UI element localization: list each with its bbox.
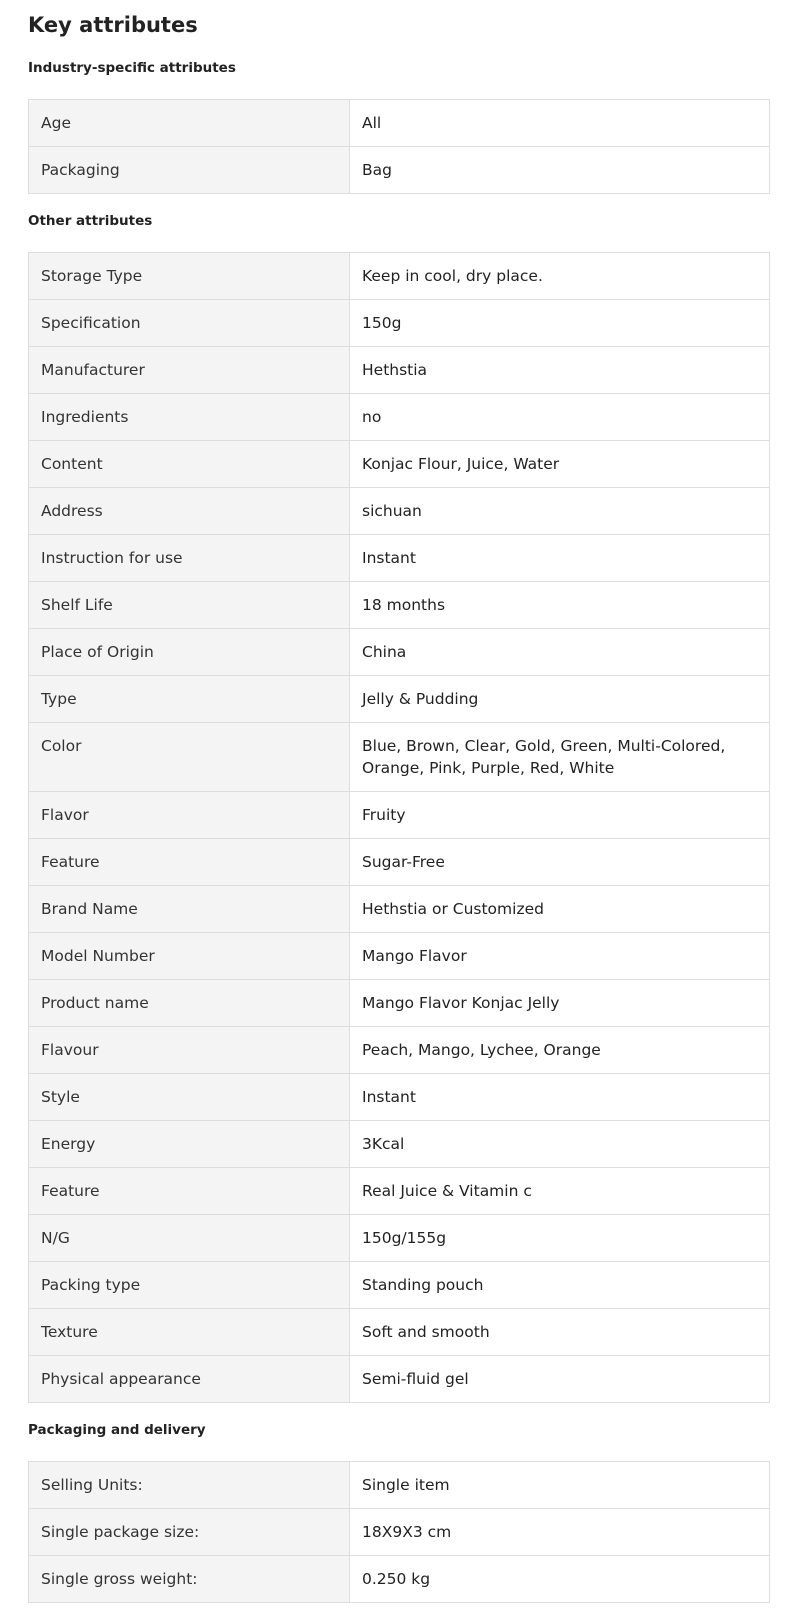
- attribute-name: Ingredients: [29, 394, 350, 441]
- attribute-value: Soft and smooth: [350, 1309, 770, 1356]
- attribute-name: Packaging: [29, 147, 350, 194]
- table-row: [29, 1262, 770, 1309]
- attribute-value: Single item: [350, 1462, 770, 1509]
- attribute-name: Feature: [29, 839, 350, 886]
- attribute-value: Mango Flavor: [350, 933, 770, 980]
- table-row: [29, 1462, 770, 1509]
- attribute-name: Storage Type: [29, 253, 350, 300]
- table-body: [29, 100, 770, 194]
- other-attributes-table: [28, 252, 770, 1403]
- table-row: [29, 1121, 770, 1168]
- attribute-name: Feature: [29, 1168, 350, 1215]
- packaging-delivery-table: [28, 1461, 770, 1603]
- attribute-value: Keep in cool, dry place.: [350, 253, 770, 300]
- attribute-value: 150g: [350, 300, 770, 347]
- table-row: [29, 441, 770, 488]
- section-title-industry-specific: Industry-specific attributes: [28, 60, 236, 76]
- attribute-name: Energy: [29, 1121, 350, 1168]
- table-body: [29, 1462, 770, 1603]
- table-row: [29, 253, 770, 300]
- attribute-name: Single package size:: [29, 1509, 350, 1556]
- attribute-value: Instant: [350, 535, 770, 582]
- table-row: [29, 792, 770, 839]
- attribute-value: Standing pouch: [350, 1262, 770, 1309]
- table-row: [29, 1027, 770, 1074]
- attribute-value: no: [350, 394, 770, 441]
- attribute-value: Jelly & Pudding: [350, 676, 770, 723]
- table-row: [29, 980, 770, 1027]
- table-row: [29, 933, 770, 980]
- attribute-name: Selling Units:: [29, 1462, 350, 1509]
- attribute-name: Manufacturer: [29, 347, 350, 394]
- attribute-value: Bag: [350, 147, 770, 194]
- attribute-name: Packing type: [29, 1262, 350, 1309]
- table-row: [29, 147, 770, 194]
- table-row: [29, 300, 770, 347]
- table-row: [29, 488, 770, 535]
- table-row: [29, 839, 770, 886]
- attribute-name: Flavor: [29, 792, 350, 839]
- table-row: [29, 676, 770, 723]
- attribute-name: Model Number: [29, 933, 350, 980]
- attribute-value: 18X9X3 cm: [350, 1509, 770, 1556]
- attribute-value: sichuan: [350, 488, 770, 535]
- attribute-value: 3Kcal: [350, 1121, 770, 1168]
- attribute-value: Konjac Flour, Juice, Water: [350, 441, 770, 488]
- table-row: [29, 1074, 770, 1121]
- key-attributes-panel: [28, 0, 770, 1603]
- attribute-name: Style: [29, 1074, 350, 1121]
- attribute-name: Instruction for use: [29, 535, 350, 582]
- attribute-name: Place of Origin: [29, 629, 350, 676]
- attribute-name: Age: [29, 100, 350, 147]
- attribute-value: 18 months: [350, 582, 770, 629]
- section-title-other: Other attributes: [28, 213, 153, 229]
- attribute-name: Content: [29, 441, 350, 488]
- attribute-value: Fruity: [350, 792, 770, 839]
- attribute-name: Type: [29, 676, 350, 723]
- attribute-value: All: [350, 100, 770, 147]
- attribute-name: Single gross weight:: [29, 1556, 350, 1603]
- attribute-name: Color: [29, 723, 350, 792]
- attribute-name: Shelf Life: [29, 582, 350, 629]
- attribute-value: Hethstia: [350, 347, 770, 394]
- attribute-value: China: [350, 629, 770, 676]
- table-row: [29, 1356, 770, 1403]
- attribute-name: Address: [29, 488, 350, 535]
- table-row: [29, 1556, 770, 1603]
- table-row: [29, 394, 770, 441]
- attribute-value: 0.250 kg: [350, 1556, 770, 1603]
- attribute-value: Mango Flavor Konjac Jelly: [350, 980, 770, 1027]
- attribute-value: Real Juice & Vitamin c: [350, 1168, 770, 1215]
- table-row: [29, 1509, 770, 1556]
- attribute-name: N/G: [29, 1215, 350, 1262]
- table-row: [29, 886, 770, 933]
- attribute-value: Instant: [350, 1074, 770, 1121]
- table-row: [29, 347, 770, 394]
- attribute-name: Specification: [29, 300, 350, 347]
- industry-attributes-table: [28, 99, 770, 194]
- attribute-value: Sugar-Free: [350, 839, 770, 886]
- attribute-value: Semi-fluid gel: [350, 1356, 770, 1403]
- attribute-value: Peach, Mango, Lychee, Orange: [350, 1027, 770, 1074]
- attribute-name: Brand Name: [29, 886, 350, 933]
- table-row: [29, 582, 770, 629]
- table-row: [29, 1309, 770, 1356]
- table-row: [29, 100, 770, 147]
- table-row: [29, 1215, 770, 1262]
- attribute-name: Physical appearance: [29, 1356, 350, 1403]
- table-row: [29, 1168, 770, 1215]
- section-title-packaging-delivery: Packaging and delivery: [28, 1422, 206, 1438]
- table-row: [29, 723, 770, 792]
- table-row: [29, 629, 770, 676]
- attribute-name: Product name: [29, 980, 350, 1027]
- attribute-name: Texture: [29, 1309, 350, 1356]
- page-title: Key attributes: [28, 13, 198, 37]
- table-body: [29, 253, 770, 1403]
- attribute-value: Hethstia or Customized: [350, 886, 770, 933]
- attribute-value: 150g/155g: [350, 1215, 770, 1262]
- attribute-name: Flavour: [29, 1027, 350, 1074]
- attribute-value: Blue, Brown, Clear, Gold, Green, Multi-Colored, Orange, Pink, Purple, Red, White: [350, 723, 770, 792]
- table-row: [29, 535, 770, 582]
